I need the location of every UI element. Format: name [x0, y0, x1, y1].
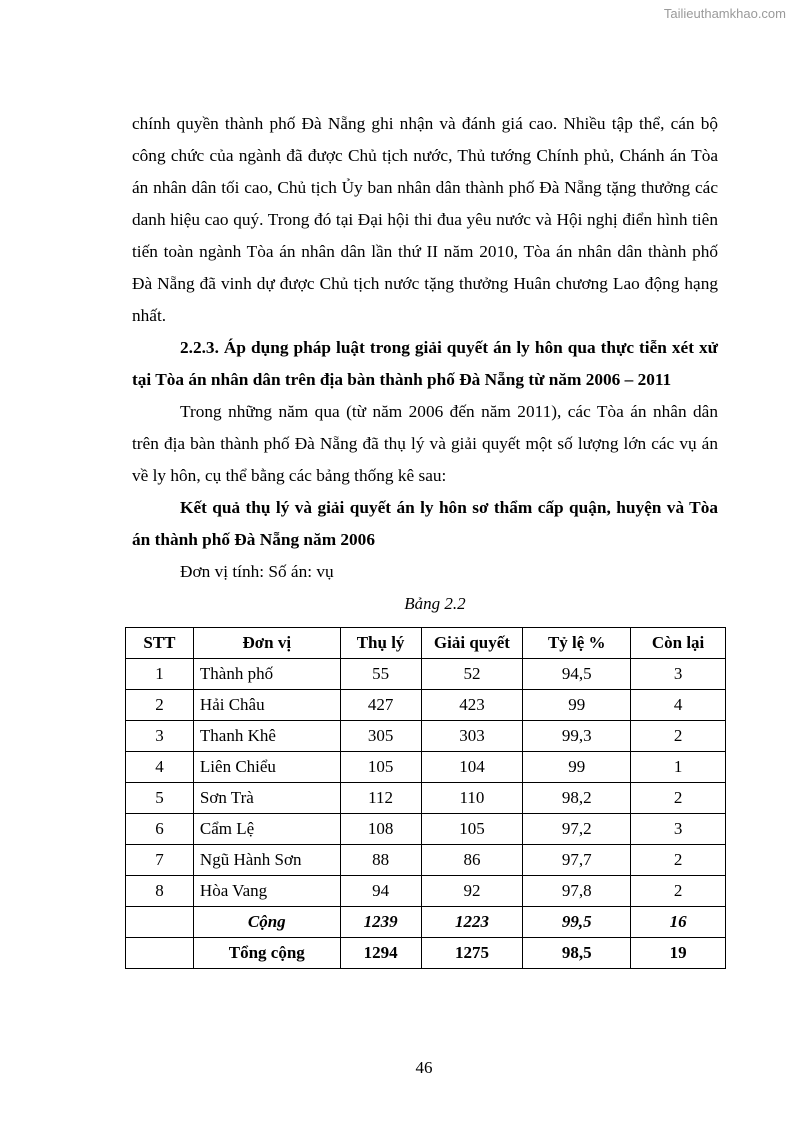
header-cell: Đơn vị: [193, 628, 340, 659]
table-cell: 97,2: [523, 814, 631, 845]
table-cell: 423: [421, 690, 523, 721]
table-cell: Hải Châu: [193, 690, 340, 721]
table-cell: 94,5: [523, 659, 631, 690]
table-cell: 2: [631, 876, 726, 907]
table-cell: 1223: [421, 907, 523, 938]
table-cell: Thành phố: [193, 659, 340, 690]
table-cell: 99: [523, 690, 631, 721]
table-cell: 16: [631, 907, 726, 938]
table-row: [126, 752, 726, 783]
table-row: [126, 845, 726, 876]
header-cell: Thụ lý: [340, 628, 421, 659]
body-paragraph-1: chính quyền thành phố Đà Nẵng ghi nhận và đánh giá cao. Nhiều tập thể, cán bộ công chức của ngành đã được Chủ tịch nước, Thủ tướng Chính phủ, Chánh án Tòa án nhân dân tối cao, Chủ tịch Ủy ban nhân dân thành phố Đà Nẵng tặng thưởng các danh hiệu cao quý. Trong đó tại Đại hội thi đua yêu nước và Hội nghị điển hình tiên tiến toàn ngành Tòa án nhân dân lần thứ II năm 2010, Tòa án nhân dân thành phố Đà Nẵng đã vinh dự được Chủ tịch nước tặng thưởng Huân chương Lao động hạng nhất.: [132, 114, 718, 325]
watermark: Tailieuthamkhao.com: [663, 6, 786, 21]
table-cell: 99: [523, 752, 631, 783]
table-cell: 5: [126, 783, 194, 814]
table-cell: [126, 938, 194, 969]
table-cell: Tổng cộng: [193, 938, 340, 969]
table-cell: 55: [340, 659, 421, 690]
table-cell: 1294: [340, 938, 421, 969]
table-cell: Cẩm Lệ: [193, 814, 340, 845]
section-heading: 2.2.3. Áp dụng pháp luật trong giải quyết án ly hôn qua thực tiễn xét xử tại Tòa án nhân dân trên địa bàn thành phố Đà Nẵng từ năm 2006 – 2011: [132, 338, 718, 389]
table-cell: 52: [421, 659, 523, 690]
unit-note: Đơn vị tính: Số án: vụ: [180, 562, 334, 581]
table-cell: 99,3: [523, 721, 631, 752]
table-row: [126, 659, 726, 690]
table-header-row: [126, 628, 726, 659]
page-number: 46: [415, 1058, 433, 1077]
table-cell: 110: [421, 783, 523, 814]
table-cell: 3: [631, 814, 726, 845]
body-paragraph-2: Trong những năm qua (từ năm 2006 đến năm 2011), các Tòa án nhân dân trên địa bàn thành phố Đà Nẵng đã thụ lý và giải quyết một số lượng lớn các vụ án về ly hôn, cụ thể bằng các bảng thống kê sau:: [132, 402, 718, 485]
header-cell: Tỷ lệ %: [523, 628, 631, 659]
table-cell: Sơn Trà: [193, 783, 340, 814]
table-cell: 112: [340, 783, 421, 814]
table-cell: 6: [126, 814, 194, 845]
table-cell: 99,5: [523, 907, 631, 938]
table-cell: 97,8: [523, 876, 631, 907]
table-cell: 3: [631, 659, 726, 690]
table-cell: 3: [126, 721, 194, 752]
table-cell: Thanh Khê: [193, 721, 340, 752]
table-cell: 305: [340, 721, 421, 752]
table-cell: 2: [631, 845, 726, 876]
table-cell: 94: [340, 876, 421, 907]
table-cell: 105: [340, 752, 421, 783]
table-cell: Ngũ Hành Sơn: [193, 845, 340, 876]
table-cell: 1239: [340, 907, 421, 938]
table-row: [126, 814, 726, 845]
table-cell: 92: [421, 876, 523, 907]
table-cell: 2: [126, 690, 194, 721]
table-cell: 8: [126, 876, 194, 907]
table-cell: 7: [126, 845, 194, 876]
table-cell: 105: [421, 814, 523, 845]
table-cell: 4: [631, 690, 726, 721]
table-row: [126, 721, 726, 752]
table-row: [126, 690, 726, 721]
table-cell: Cộng: [193, 907, 340, 938]
table-cell: [126, 907, 194, 938]
table-cell: 88: [340, 845, 421, 876]
table-caption: Bảng 2.2: [404, 594, 466, 613]
table-cell: 98,2: [523, 783, 631, 814]
table-cell: 427: [340, 690, 421, 721]
table-row: [126, 783, 726, 814]
table-cell: 108: [340, 814, 421, 845]
table-cell: 97,7: [523, 845, 631, 876]
table-cell: 1: [631, 752, 726, 783]
subtotal-row: [126, 907, 726, 938]
page-content: [132, 108, 718, 618]
header-cell: Giải quyết: [421, 628, 523, 659]
table-cell: 98,5: [523, 938, 631, 969]
table-cell: 4: [126, 752, 194, 783]
statistics-table: [125, 627, 726, 969]
table-cell: 1275: [421, 938, 523, 969]
table-heading: Kết quả thụ lý và giải quyết án ly hôn sơ thẩm cấp quận, huyện và Tòa án thành phố Đà Nẵng năm 2006: [132, 498, 718, 549]
header-cell: Còn lại: [631, 628, 726, 659]
table-cell: 303: [421, 721, 523, 752]
table-cell: Hòa Vang: [193, 876, 340, 907]
table-body: [126, 659, 726, 969]
table-row: [126, 876, 726, 907]
table-cell: 104: [421, 752, 523, 783]
table-cell: 86: [421, 845, 523, 876]
table-cell: 2: [631, 721, 726, 752]
table-cell: 1: [126, 659, 194, 690]
total-row: [126, 938, 726, 969]
table-cell: 19: [631, 938, 726, 969]
table-cell: Liên Chiểu: [193, 752, 340, 783]
table-cell: 2: [631, 783, 726, 814]
header-cell: STT: [126, 628, 194, 659]
